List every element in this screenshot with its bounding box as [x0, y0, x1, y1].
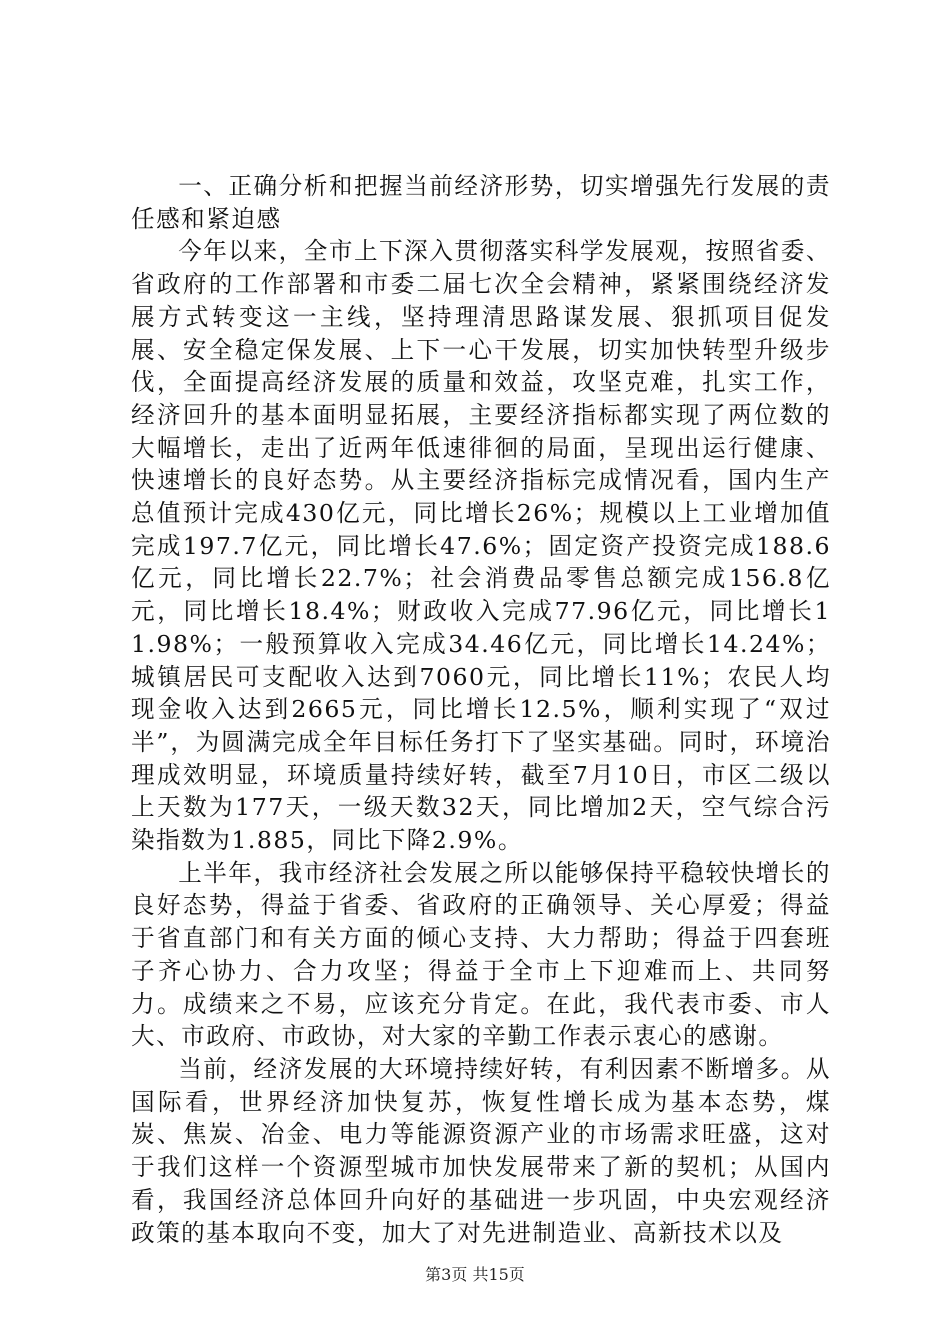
document-body [131, 170, 831, 1249]
paragraph: 上半年，我市经济社会发展之所以能够保持平稳较快增长的良好态势，得益于省委、省政府的正确领导、关心厚爱；得益于省直部门和有关方面的倾心支持、大力帮助；得益于四套班子齐心协力、合力攻坚；得益于全市上下迎难而上、共同努力。成绩来之不易，应该充分肯定。在此，我代表市委、市人大、市政府、市政协，对大家的辛勤工作表示衷心的感谢。 [131, 858, 831, 1051]
paragraph: 今年以来，全市上下深入贯彻落实科学发展观，按照省委、省政府的工作部署和市委二届七次全会精神，紧紧围绕经济发展方式转变这一主线，坚持理清思路谋发展、狠抓项目促发展、安全稳定保发展、上下一心干发展，切实加快转型升级步伐，全面提高经济发展的质量和效益，攻坚克难，扎实工作，经济回升的基本面明显拓展，主要经济指标都实现了两位数的大幅增长，走出了近两年低速徘徊的局面，呈现出运行健康、快速增长的良好态势。从主要经济指标完成情况看，国内生产总值预计完成430亿元，同比增长26%；规模以上工业增加值完成197.7亿元，同比增长47.6%；固定资产投资完成188.6亿元，同比增长22.7%；社会消费品零售总额完成156.8亿元，同比增长18.4%；财政收入完成77.96亿元，同比增长11.98%；一般预算收入完成34.46亿元，同比增长14.24%；城镇居民可支配收入达到7060元，同比增长11%；农民人均现金收入达到2665元，同比增长12.5%，顺利实现了“双过半”，为圆满完成全年目标任务打下了坚实基础。同时，环境治理成效明显，环境质量持续好转，截至7月10日，市区二级以上天数为177天，一级天数32天，同比增加2天，空气综合污染指数为1.885，同比下降2.9%。 [131, 237, 831, 855]
section-heading: 一、正确分析和把握当前经济形势，切实增强先行发展的责任感和紧迫感 [131, 172, 831, 233]
paragraph: 当前，经济发展的大环境持续好转，有利因素不断增多。从国际看，世界经济加快复苏，恢复性增长成为基本态势，煤炭、焦炭、冶金、电力等能源资源产业的市场需求旺盛，这对于我们这样一个资源型城市加快发展带来了新的契机；从国内看，我国经济总体回升向好的基础进一步巩固，中央宏观经济政策的基本取向不变，加大了对先进制造业、高新技术以及 [131, 1054, 831, 1247]
page-number-label: 第3页 共15页 [425, 1265, 525, 1284]
page-footer [0, 1262, 950, 1285]
